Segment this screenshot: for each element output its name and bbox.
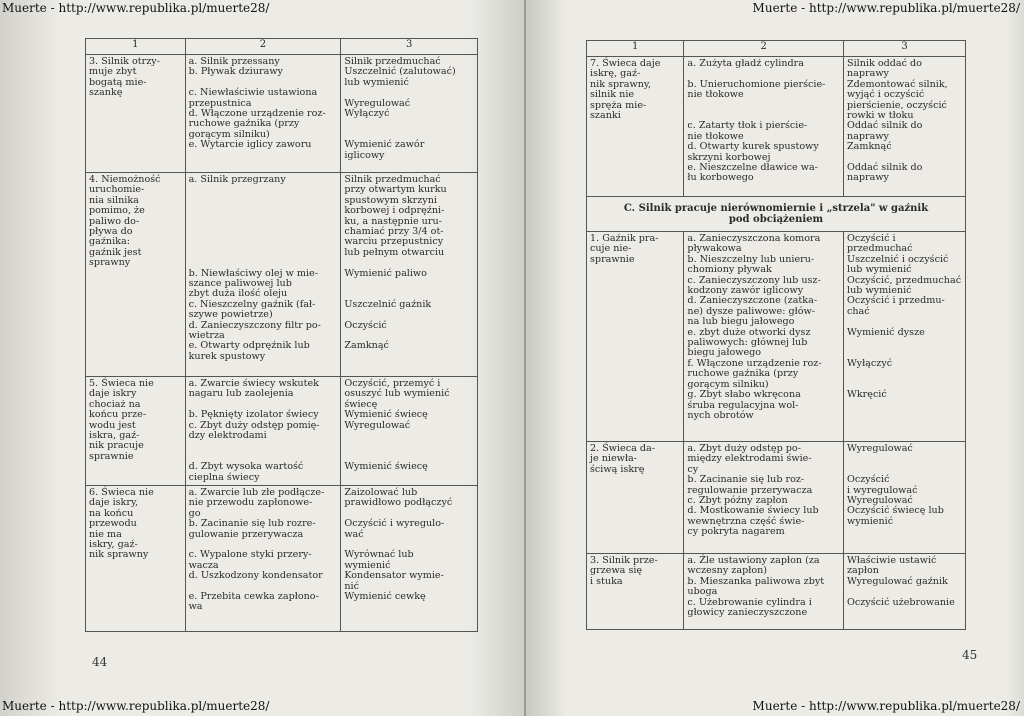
cell-line: nik sprawny, [590,78,652,90]
cell-line: osuszyć lub wymienić [344,388,450,400]
cell-line [189,237,338,247]
cell-line: Wyrównać lub [344,549,414,561]
cell-line: iskra, gaź- [89,430,140,442]
cell-line: wymienić [847,515,894,527]
cell-line: bogatą mie- [89,76,147,88]
table-row [587,232,966,442]
cell-line: a. Zanieczyszczona komora [687,233,821,244]
table-row [587,57,966,197]
cell-line: prawidłowo podłączyć [344,497,453,509]
cause-cell [185,173,341,377]
fault-cell [587,442,684,554]
cell-line: Zaizolować lub [344,487,418,499]
cell-line: Oczyścić użebrowanie [847,596,955,608]
cell-line: świecę [344,398,378,410]
left-table-header [86,39,478,55]
cell-line: uboga [687,586,718,598]
cell-line: e. Wytarcie iglicy zaworu [188,139,312,151]
cell-line: przy otwartym kurku [344,184,447,196]
cell-line [189,258,338,268]
watermark-bottom-right: Muerte - http://www.republika.pl/muerte28/ [752,699,1020,713]
cell-line: iglicowy [344,149,385,161]
cell-line: Uszczelnić gaźnik [344,298,432,310]
col-header-2: 2 [684,41,844,57]
cell-line: nia silnika [89,194,139,206]
cell-line: c. Niewłaściwie ustawiona [188,87,318,99]
page-number-right: 45 [962,648,978,662]
cell-line: nić [344,580,359,592]
cell-line: wymienić [344,559,391,571]
cell-line: a. Zbyt duży odstęp po- [687,443,801,454]
cell-line: uruchomie- [89,184,145,196]
cell-line: ku, a następnie uru- [344,215,442,227]
section-title-line-2: pod obciążeniem [728,214,824,225]
cell-line: szanki [590,110,621,122]
cause-cell [684,57,844,197]
cell-line: szywe powietrze) [188,309,273,321]
cell-line: lub pełnym otwarciu [344,246,445,258]
cell-line: skrzyni korbowej [687,151,771,163]
cell-line: c. Zbyt późny zapłon [687,495,788,507]
cell-line: Wymienić paliwo [344,267,427,279]
cell-line: cuje nie- [590,243,632,255]
cell-line: nych obrotów [687,409,754,421]
cell-line: chać [847,305,870,317]
cell-line: Wymienić świecę [344,409,428,421]
cell-line: Oczyścić, przedmuchać [847,274,962,286]
cell-line: c. Nieszczelny gaźnik (fał- [188,298,316,310]
cell-line: i stuka [590,575,623,587]
cell-line: gorącym silniku) [687,378,769,390]
cell-line: a. Zużyta gładź cylindra [687,58,804,69]
cell-line: b. Zacinanie się lub roz- [687,474,805,486]
cell-line [189,248,338,258]
cell-line: paliwowych: głównej lub [687,337,808,349]
cell-line: Oczyścić [344,319,387,331]
cell-line: między elektrodami świe- [687,453,812,465]
cell-line: Oczyścić i wyregulo- [344,518,445,530]
cell-line: chomiony pływak [687,264,772,276]
cell-line: wietrza [188,329,225,341]
cell-line: a. Silnik przegrzany [188,174,286,185]
cell-line: b. Unieruchomione pierście- [687,78,826,90]
cell-line: chamiać przy 3/4 ot- [344,226,444,238]
cell-line: sprawny [89,257,131,269]
cell-line: 7. Świeca daje [590,58,661,69]
cell-line: f. Włączone urządzenie roz- [687,357,822,369]
cell-line: lub wymienić [847,264,912,276]
cell-line: głowicy zanieczyszczone [687,607,808,619]
cell-line: gorącym silniku) [188,128,270,140]
col-header-1: 1 [587,41,684,57]
cell-line: Wyregulować [847,495,913,506]
cell-line: muje zbyt [89,66,137,78]
cell-line: nie tłokowe [687,130,744,142]
cell-line: d. Uszkodzony kondensator [188,570,323,582]
cell-line: kurek spustowy [188,350,266,362]
cell-line: gaźnik jest [89,246,142,258]
cell-line: Wymienić zawór [344,139,425,151]
page-number-left: 44 [92,655,108,669]
cell-line: nik pracuje [89,440,144,452]
cause-cell [185,377,341,486]
cell-line: spręża mie- [590,99,647,111]
cell-line [344,431,474,441]
cell-line: Oddać silnik do [847,162,923,174]
section-title-line-1: C. Silnik pracuje nierównomiernie i „strzela" w gaźnik [623,203,929,214]
left-table [85,38,478,632]
cell-line: iskrę, gaź- [590,68,641,80]
cell-line: wyjąć i oczyścić [847,89,925,101]
cell-line: spustowym skrzyni [344,194,437,206]
cell-line: Zamknąć [847,141,892,153]
cell-line: naprawy [847,172,889,184]
cell-line: Uszczelnić (zalutować) [344,66,456,78]
cell-line: d. Zanieczyszczony filtr po- [188,319,321,331]
cell-line: wać [344,528,364,540]
cell-line: naprawy [847,130,889,142]
remedy-cell [341,55,478,173]
cell-line: g. Zbyt słabo wkręcona [687,389,801,401]
cell-line: b. Zacinanie się lub rozre- [188,518,316,530]
cell-line: wczesny zapłon) [687,565,768,577]
cell-line: d. Zbyt wysoka wartość [188,461,304,473]
cell-line: a. Zwarcie lub złe podłącze- [188,487,325,499]
cell-line: na końcu [89,507,134,519]
watermark-top-left: Muerte - http://www.republika.pl/muerte28/ [2,1,270,15]
cell-line: pierścienie, oczyścić [847,99,947,111]
cell-line: Właściwie ustawić [847,555,937,566]
cell-line: Oczyścić i przedmu- [847,295,945,307]
cell-line: 4. Niemożność [89,174,161,185]
cell-line [189,206,338,216]
cell-line: wa [188,601,203,613]
cell-line: wacza [188,559,219,571]
cell-line: 2. Świeca da- [590,443,655,454]
cell-line: Kondensator wymie- [344,570,444,582]
table-row [86,377,478,486]
cell-line: 6. Świeca nie [89,487,154,499]
col-header-1: 1 [86,39,186,55]
cell-line: daje iskry, [89,497,139,509]
cell-line: go [188,507,201,519]
cell-line: Wyregulować gaźnik [847,575,948,587]
cell-line: gulowanie przerywacza [188,528,304,540]
cell-line: pomimo, że [89,205,145,217]
cell-line: Zdemontować silnik, [847,78,948,90]
cell-line: pływakowa [687,243,742,255]
cell-line: gaźnika: [89,236,130,248]
cell-line: nie ma [89,528,122,540]
cell-line: b. Nieszczelny lub unieru- [687,253,815,265]
section-title-row [587,197,966,232]
cell-line: 5. Świeca nie [89,378,154,389]
cell-line: ruchowe gaźnika (przy [687,368,799,380]
cell-line: Uszczelnić i oczyścić [847,253,949,265]
cell-line: Silnik oddać do [847,58,922,69]
cell-line: Wymienić dysze [847,326,925,338]
fault-cell [587,57,684,197]
remedy-cell [844,554,966,630]
cell-line: rowki w tłoku [847,110,914,122]
cause-cell [185,55,341,173]
cause-cell [185,486,341,632]
cell-line: silnik nie [590,89,635,101]
cell-line: d. Otwarty kurek spustowy [687,141,819,153]
cell-line: a. Źle ustawiony zapłon (za [687,555,820,566]
fault-cell [86,377,186,486]
cell-line [189,217,338,227]
cell-line: szankę [89,87,123,99]
cell-line: ne) dysze paliwowe: głów- [687,305,815,317]
cell-line [189,185,338,195]
cell-line: śruba regulacyjna wol- [687,399,799,411]
cause-cell [684,442,844,554]
table-row [587,554,966,630]
cell-line: wodu jest [89,419,136,431]
cell-line: pływa do [89,226,133,238]
fault-cell [86,486,186,632]
cell-line: Silnik przedmuchać [344,174,441,185]
cell-line: szance paliwowej lub [188,277,292,289]
cell-line: korbowej i odpręźni- [344,205,445,217]
cell-line: Wkręcić [847,389,887,401]
cell-line: ściwą iskrę [590,463,645,475]
cell-line [189,196,338,206]
right-table [586,40,966,630]
cell-line: e. zbyt duże otworki dysz [687,326,811,338]
cell-line: Oczyścić, przemyć i [344,378,441,389]
cell-line: Wyłączyć [847,357,893,369]
cell-line: przedmuchać [847,243,913,255]
cell-line: nie przewodu zapłonowe- [188,497,313,509]
cell-line: d. Zanieczyszczone (zatka- [687,295,818,307]
remedy-cell [844,442,966,554]
cell-line: a. Silnik przessany [188,56,280,67]
watermark-bottom-left: Muerte - http://www.republika.pl/muerte28/ [2,699,270,713]
cell-line: przepustnica [188,97,252,109]
cell-line: końcu prze- [89,409,147,421]
cell-line: cy [687,463,699,475]
cell-line: Wymienić świecę [344,461,428,473]
cell-line: sprawnie [89,450,134,462]
remedy-cell [341,377,478,486]
remedy-cell [844,232,966,442]
cell-line: Wyregulować [847,443,913,454]
col-header-3: 3 [844,41,966,57]
cell-line: paliwo do- [89,215,140,227]
cell-line: zapłon [847,565,879,577]
fault-cell [86,173,186,377]
cell-line [847,338,962,348]
table-row [86,173,478,377]
cell-line: ruchowe gaźnika (przy [188,118,300,130]
remedy-cell [341,173,478,377]
cell-line: Wyregulować [344,97,411,109]
cell-line: cieplna świecy [188,471,260,483]
cell-line: chociaż na [89,398,141,410]
fault-cell [587,232,684,442]
cell-line: łu korbowego [687,172,754,184]
cell-line: cy pokryta nagarem [687,526,785,538]
right-table-header [587,41,966,57]
cell-line [847,369,962,379]
cell-line: Oczyścić i [847,233,896,244]
cell-line: lub wymienić [847,285,912,297]
cause-cell [684,554,844,630]
table-row [86,55,478,173]
cell-line: Wyregulować [344,419,411,431]
col-header-2: 2 [185,39,341,55]
cell-line [344,279,474,289]
cell-line: 3. Silnik prze- [590,555,658,566]
cell-line: 3. Silnik otrzy- [89,56,160,67]
cell-line: b. Mieszanka paliwowa zbyt [687,575,825,587]
table-row [587,442,966,554]
fault-cell [86,55,186,173]
right-page [526,0,1024,716]
cell-line [847,454,962,464]
cell-line: Wyłączyć [344,108,390,120]
cell-line: Oddać silnik do [847,120,923,132]
cell-line: c. Zanieczyszczony lub usz- [687,274,821,286]
cell-line: przewodu [89,518,137,530]
cell-line: naprawy [847,68,889,80]
cell-line: nie tłokowe [687,89,744,101]
cause-cell [684,232,844,442]
cell-line: nik sprawny [89,549,149,561]
cell-line [189,227,338,237]
cell-line: b. Pęknięty izolator świecy [188,409,319,421]
cell-line: Oczyścić świecę lub [847,505,944,517]
cell-line: i wyregulować [847,484,918,496]
cell-line: a. Zwarcie świecy wskutek [188,378,319,389]
cell-line [344,119,474,129]
cell-line: nagaru lub zaolejenia [188,388,294,400]
cell-line: biegu jałowego [687,347,762,359]
cell-line: kodzony zawór iglicowy [687,285,804,297]
cell-line [687,101,840,111]
cell-line: zbyt duża ilość oleju [188,288,288,300]
cell-line: sprawnie [590,253,635,265]
cell-line: wewnętrzna część świe- [687,515,805,527]
cell-line: daje iskry [89,388,137,400]
cell-line: c. Wypalone styki przery- [188,549,312,561]
cell-line: dzy elektrodami [188,430,267,442]
cell-line [344,441,474,451]
cell-line: regulowanie przerywacza [687,484,813,496]
cell-line: d. Włączone urządzenie roz- [188,108,326,120]
cell-line: lub wymienić [344,76,409,88]
remedy-cell [844,57,966,197]
cell-line: iskry, gaź- [89,539,138,551]
remedy-cell [341,486,478,632]
cell-line: 1. Gaźnik pra- [590,233,659,244]
cell-line: c. Zatarty tłok i pierście- [687,120,808,132]
cell-line: e. Nieszczelne dławice wa- [687,162,818,174]
cell-line: na lub biegu jałowego [687,316,795,328]
cell-line: je niewła- [590,453,637,465]
cell-line [189,441,338,451]
cell-line: warciu przepustnicy [344,236,444,248]
cell-line: Silnik przedmuchać [344,56,441,67]
section-title [587,197,966,232]
watermark-top-right: Muerte - http://www.republika.pl/muerte28/ [752,1,1020,15]
cell-line: c. Użebrowanie cylindra i [687,596,812,608]
table-row [86,486,478,632]
cell-line: b. Pływak dziurawy [188,66,283,78]
fault-cell [587,554,684,630]
cell-line: e. Przebita cewka zapłono- [188,591,319,603]
cell-line: c. Zbyt duży odstęp pomię- [188,419,320,431]
cell-line: grzewa się [590,565,643,577]
cell-line: Zamknąć [344,340,389,352]
cell-line: Wymienić cewkę [344,591,426,603]
cell-line: e. Otwarty odpręźnik lub [188,340,310,352]
cell-line: b. Niewłaściwy olej w mie- [188,267,318,279]
col-header-3: 3 [341,39,478,55]
cell-line: d. Mostkowanie świecy lub [687,505,819,517]
cell-line: Oczyścić [847,474,890,486]
